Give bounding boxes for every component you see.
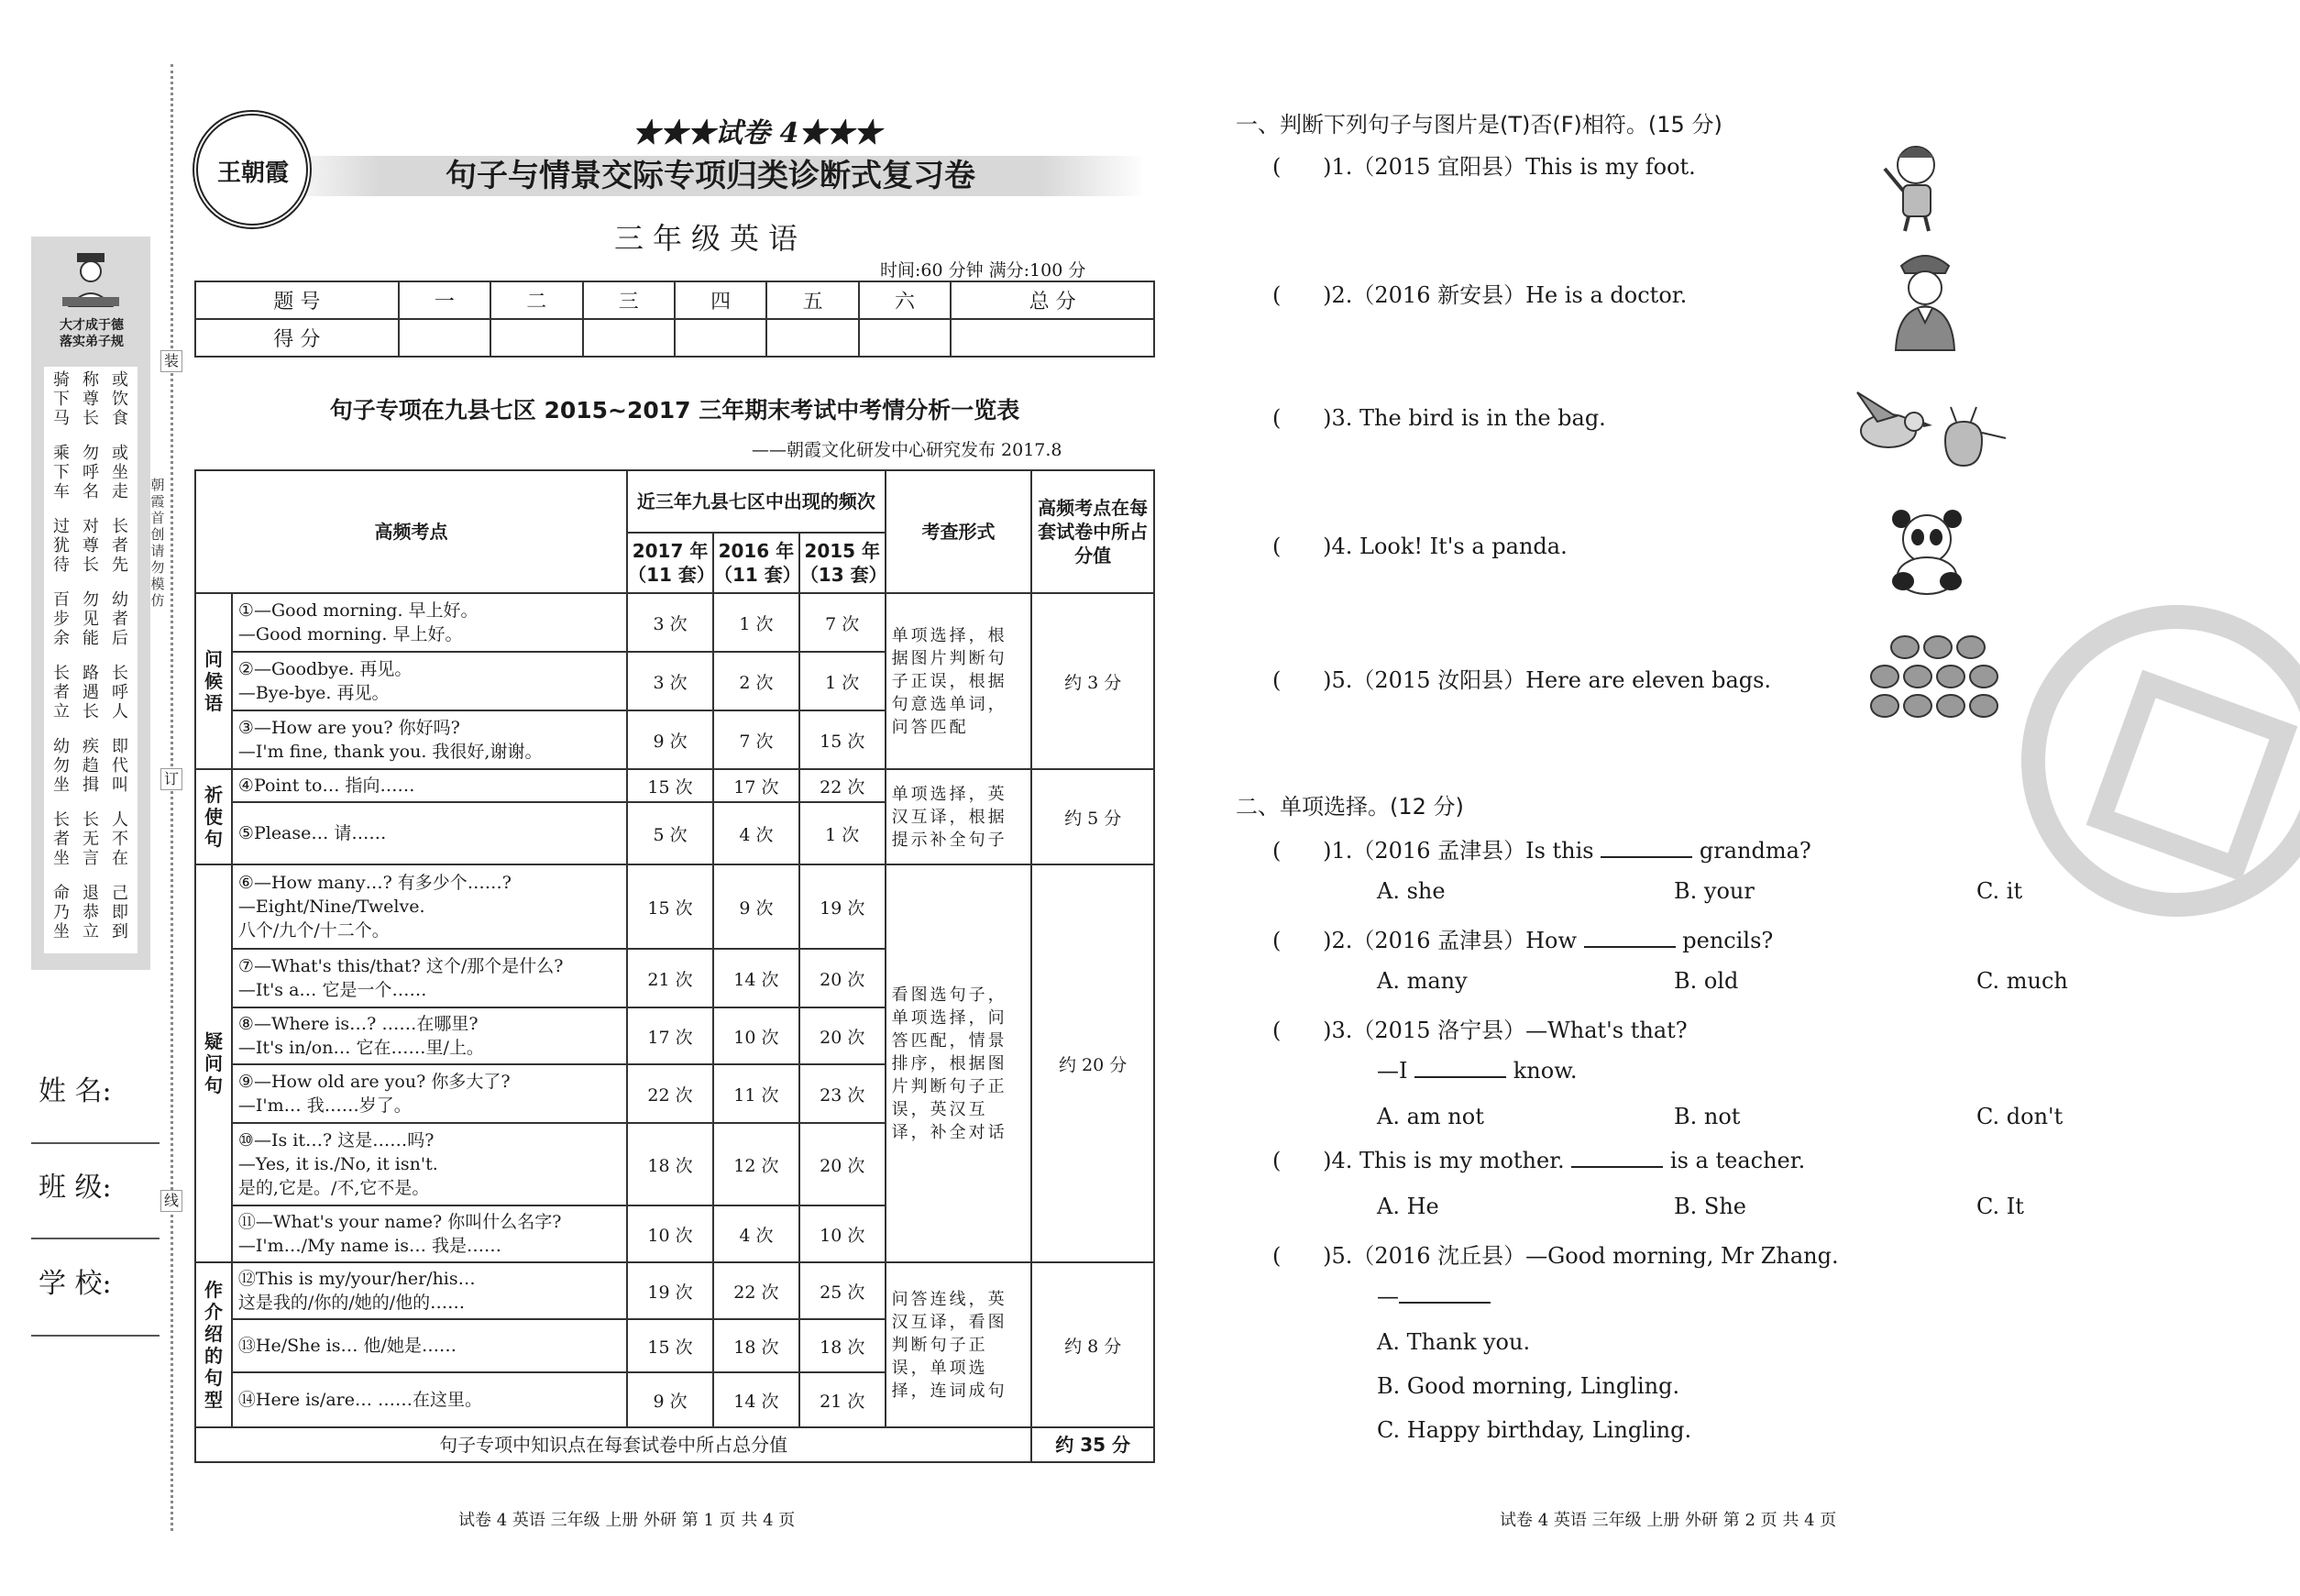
creed-phrase: 长呼人	[112, 664, 128, 721]
count-c2016: 22 次	[713, 1262, 799, 1319]
point-text: ⑪—What's your name? 你叫什么名字? —I'm…/My name is… 我是……	[232, 1205, 627, 1262]
point-text: ①—Good morning. 早上好。 —Good morning. 早上好。	[232, 593, 627, 652]
bag-item	[1904, 695, 1931, 717]
score-cell: 四	[675, 281, 766, 319]
section1-q3[interactable]: ( )3. The bird is in the bag.	[1272, 405, 1606, 431]
count-c2017: 15 次	[627, 864, 713, 949]
creed-phrase: 过犹待	[53, 517, 70, 575]
creed-phrase: 勿见能	[83, 590, 99, 648]
creed-phrase: 幼勿坐	[53, 737, 70, 795]
point-text: ②—Goodbye. 再见。 —Bye-bye. 再见。	[232, 652, 627, 710]
count-c2017: 9 次	[627, 710, 713, 769]
count-c2017: 17 次	[627, 1007, 713, 1064]
police-officer-icon	[1888, 246, 1962, 352]
analysis-table	[194, 469, 1155, 1463]
count-c2015: 25 次	[799, 1262, 886, 1319]
bag-item	[1970, 695, 1997, 717]
count-c2015: 7 次	[799, 593, 886, 652]
score-input[interactable]	[399, 319, 490, 357]
bag-item	[1970, 666, 1997, 688]
section2-q5[interactable]: ( )5.（2016 沈丘县）—Good morning, Mr Zhang.	[1272, 1243, 1839, 1269]
exam-form: 看图选句子，单项选择，问答匹配，情景排序，根据图片判断句子正误，英汉互译，补全对话	[886, 864, 1032, 1262]
header-2017: 2017 年（11 套）	[627, 533, 713, 593]
option[interactable]: B. She	[1674, 1194, 1746, 1219]
point-text: ⑤Please… 请……	[232, 802, 627, 864]
count-c2015: 23 次	[799, 1064, 886, 1123]
analysis-row	[195, 593, 1154, 652]
section2-q3[interactable]: ( )3.（2015 洛宁县）—What's that?	[1272, 1018, 1688, 1043]
creed-phrase: 勿呼名	[83, 444, 99, 501]
section1-q5[interactable]: ( )5.（2015 汝阳县）Here are eleven bags.	[1272, 667, 1772, 693]
analysis-row	[195, 1262, 1154, 1319]
section2-q4[interactable]: ( )4. This is my mother. is a teacher.	[1272, 1148, 1806, 1173]
creed-phrase: 乘下车	[53, 444, 70, 501]
bag-item	[1924, 636, 1952, 658]
score-label: 得 分	[195, 319, 399, 357]
bag-item	[1871, 695, 1898, 717]
score-cell: 总 分	[951, 281, 1154, 319]
time-info: 时间:60 分钟 满分:100 分	[880, 260, 1086, 281]
creed-phrase: 疾趋揖	[83, 737, 99, 795]
score-cell: 二	[490, 281, 582, 319]
fold-label: 订	[160, 768, 182, 790]
creed-phrase: 对尊长	[83, 517, 99, 575]
count-c2017: 3 次	[627, 652, 713, 710]
watermark-seal-icon	[2021, 605, 2300, 917]
section2-title: 二、单项选择。(12 分)	[1236, 794, 1464, 820]
answer-blank[interactable]	[1399, 1283, 1491, 1304]
exam-form: 单项选择，英汉互译，根据提示补全句子	[886, 769, 1032, 864]
creed-phrase: 长者坐	[53, 810, 70, 868]
count-c2017: 15 次	[627, 769, 713, 802]
bird-and-bag-icon	[1844, 385, 2009, 469]
header-freq: 近三年九县七区中出现的频次	[627, 470, 886, 533]
count-c2016: 4 次	[713, 802, 799, 864]
count-c2017: 10 次	[627, 1205, 713, 1262]
count-c2017: 15 次	[627, 1319, 713, 1372]
header-2016: 2016 年（11 套）	[713, 533, 799, 593]
score-cell: 六	[859, 281, 951, 319]
count-c2017: 3 次	[627, 593, 713, 652]
count-c2017: 5 次	[627, 802, 713, 864]
bag-item	[1891, 636, 1919, 658]
analysis-title: 句子专项在九县七区 2015~2017 三年期末考试中考情分析一览表	[329, 397, 1020, 424]
score-value: 约 3 分	[1031, 593, 1154, 769]
section1-q4[interactable]: ( )4. Look! It's a panda.	[1272, 534, 1568, 559]
count-c2015: 20 次	[799, 1007, 886, 1064]
creed-phrase: 百步余	[53, 590, 70, 648]
count-c2015: 21 次	[799, 1372, 886, 1427]
option[interactable]: B. Good morning, Lingling.	[1377, 1373, 1680, 1399]
point-text: ⑩—Is it…? 这是……吗? —Yes, it is./No, it isn't. 是的,它是。/不,它不是。	[232, 1123, 627, 1205]
creed-phrase: 路遇长	[83, 664, 99, 721]
creed-phrase: 骑下马	[53, 370, 70, 428]
header-2015: 2015 年（13 套）	[799, 533, 886, 593]
school-line[interactable]	[31, 1335, 160, 1337]
option[interactable]: A. she	[1377, 878, 1446, 904]
main-title: 句子与情景交际专项归类诊断式复习卷	[446, 158, 975, 194]
footer-left: 试卷 4 英语 三年级 上册 外研 第 1 页 共 4 页	[458, 1511, 796, 1530]
count-c2015: 20 次	[799, 949, 886, 1007]
point-text: ⑧—Where is…? ……在哪里? —It's in/on… 它在……里/上。	[232, 1007, 627, 1064]
category-label: 作介绍的句型	[195, 1262, 232, 1427]
score-input[interactable]	[951, 319, 1154, 357]
creed-phrase: 称尊长	[83, 370, 99, 428]
count-c2017: 9 次	[627, 1372, 713, 1427]
score-input[interactable]	[766, 319, 858, 357]
count-c2016: 1 次	[713, 593, 799, 652]
point-text: ⑥—How many…? 有多少个……? —Eight/Nine/Twelve. 八个/九个/十二个。	[232, 864, 627, 949]
bag-item	[1937, 695, 1964, 717]
creed-phrase: 即代叫	[112, 737, 128, 795]
option[interactable]: C. much	[1976, 968, 2068, 994]
creed-title: 大才成于德 落实弟子规	[60, 318, 124, 349]
option[interactable]: C. Happy birthday, Lingling.	[1377, 1417, 1692, 1443]
exam-form: 问答连线，英汉互译，看图判断句子正误，单项选择，连词成句	[886, 1262, 1032, 1427]
fold-line	[171, 64, 173, 1531]
section1-q2[interactable]: ( )2.（2016 新安县）He is a doctor.	[1272, 282, 1688, 308]
point-text: ⑫This is my/your/her/his… 这是我的/你的/她的/他的……	[232, 1262, 627, 1319]
score-input[interactable]	[859, 319, 951, 357]
header-value: 高频考点在每套试卷中所占分值	[1031, 470, 1154, 593]
scholar-icon	[57, 249, 125, 314]
score-input[interactable]	[675, 319, 766, 357]
creed-phrase: 或饮食	[112, 370, 128, 428]
count-c2016: 11 次	[713, 1064, 799, 1123]
bag-item	[1904, 666, 1931, 688]
score-cell: 题 号	[195, 281, 399, 319]
count-c2015: 1 次	[799, 802, 886, 864]
option[interactable]: A. am not	[1377, 1104, 1484, 1129]
name-label: 姓 名:	[39, 1075, 112, 1107]
answer-blank[interactable]	[1584, 928, 1676, 948]
count-c2016: 14 次	[713, 949, 799, 1007]
count-c2017: 22 次	[627, 1064, 713, 1123]
score-cell: 五	[766, 281, 858, 319]
point-text: ⑨—How old are you? 你多大了? —I'm… 我……岁了。	[232, 1064, 627, 1123]
point-text: ⑭Here is/are… ……在这里。	[232, 1372, 627, 1427]
analysis-source: ——朝霞文化研发中心研究发布 2017.8	[752, 440, 1062, 460]
section2-q2[interactable]: ( )2.（2016 孟津县）How pencils?	[1272, 928, 1774, 953]
logo-text: 王朝霞	[216, 160, 289, 187]
count-c2016: 9 次	[713, 864, 799, 949]
option[interactable]: C. it	[1976, 878, 2023, 904]
footer-right: 试卷 4 英语 三年级 上册 外研 第 2 页 共 4 页	[1500, 1511, 1837, 1530]
creed-phrase: 或坐走	[112, 444, 128, 501]
count-c2017: 18 次	[627, 1123, 713, 1205]
bag-item	[1937, 666, 1964, 688]
paper-number: ★★★试卷 4★★★	[633, 117, 882, 149]
section1-title: 一、判断下列句子与图片是(T)否(F)相符。(15 分)	[1236, 112, 1722, 138]
creed-phrase: 长无言	[83, 810, 99, 868]
section2-q1[interactable]: ( )1.（2016 孟津县）Is this grandma?	[1272, 838, 1811, 864]
score-value-row	[195, 319, 1154, 357]
boy-waving-icon	[1877, 138, 1951, 233]
school-label: 学 校:	[39, 1268, 112, 1300]
category-label: 问候语	[195, 593, 232, 769]
answer-blank[interactable]	[1414, 1058, 1506, 1078]
count-c2016: 17 次	[713, 769, 799, 802]
name-line[interactable]	[31, 1142, 160, 1144]
count-c2016: 10 次	[713, 1007, 799, 1064]
answer-blank[interactable]	[1601, 838, 1692, 858]
bags-group-icon	[1868, 633, 2006, 724]
creed-phrase: 命乃坐	[53, 884, 70, 941]
option[interactable]: C. don't	[1976, 1104, 2063, 1129]
option[interactable]: B. not	[1674, 1104, 1741, 1129]
score-value: 约 8 分	[1031, 1262, 1154, 1427]
creed-phrase: 长者立	[53, 664, 70, 721]
fold-label: 装	[160, 350, 182, 372]
count-c2017: 19 次	[627, 1262, 713, 1319]
class-line[interactable]	[31, 1238, 160, 1239]
score-cell: 三	[583, 281, 675, 319]
count-c2015: 19 次	[799, 864, 886, 949]
header-form: 考查形式	[886, 470, 1032, 593]
total-label: 句子专项中知识点在每套试卷中所占总分值	[195, 1427, 1031, 1462]
creed-phrase: 己即到	[112, 884, 128, 941]
option[interactable]: B. your	[1674, 878, 1755, 904]
exam-form: 单项选择，根据图片判断句子正误，根据句意选单词，问答匹配	[886, 593, 1032, 769]
creed-phrase: 长者先	[112, 517, 128, 575]
analysis-row	[195, 864, 1154, 949]
section1-q1[interactable]: ( )1.（2015 宜阳县）This is my foot.	[1272, 154, 1696, 180]
point-text: ③—How are you? 你好吗? —I'm fine, thank you. 我很好,谢谢。	[232, 710, 627, 769]
creed-phrase: 幼者后	[112, 590, 128, 648]
analysis-row	[195, 769, 1154, 802]
header-points: 高频考点	[195, 470, 627, 593]
panda-icon	[1883, 504, 1971, 596]
score-value: 约 5 分	[1031, 769, 1154, 864]
total-value: 约 35 分	[1031, 1427, 1154, 1462]
count-c2016: 2 次	[713, 652, 799, 710]
section2-q3-line2: —I know.	[1377, 1058, 1578, 1084]
bag-item	[1871, 666, 1898, 688]
count-c2016: 18 次	[713, 1319, 799, 1372]
count-c2015: 1 次	[799, 652, 886, 710]
score-value: 约 20 分	[1031, 864, 1154, 1262]
point-text: ⑬He/She is… 他/她是……	[232, 1319, 627, 1372]
class-label: 班 级:	[39, 1172, 112, 1204]
score-input[interactable]	[583, 319, 675, 357]
count-c2016: 12 次	[713, 1123, 799, 1205]
score-header-row	[195, 281, 1154, 319]
count-c2015: 20 次	[799, 1123, 886, 1205]
count-c2016: 14 次	[713, 1372, 799, 1427]
score-table	[194, 281, 1155, 358]
fold-label: 线	[160, 1190, 182, 1212]
count-c2015: 15 次	[799, 710, 886, 769]
bag-item	[1957, 636, 1985, 658]
option[interactable]: A. many	[1377, 968, 1468, 994]
option[interactable]: A. Thank you.	[1377, 1329, 1531, 1355]
point-text: ④Point to… 指向……	[232, 769, 627, 802]
option[interactable]: B. old	[1674, 968, 1739, 994]
count-c2017: 21 次	[627, 949, 713, 1007]
copyright-note: 朝霞首创 请勿模仿	[150, 477, 165, 609]
answer-blank[interactable]	[1571, 1148, 1663, 1168]
category-label: 疑问句	[195, 864, 232, 1262]
category-label: 祈使句	[195, 769, 232, 864]
section2-q5-line2: —	[1377, 1283, 1491, 1309]
score-input[interactable]	[490, 319, 582, 357]
option[interactable]: C. It	[1976, 1194, 2024, 1219]
grade-title: 三年级英语	[613, 221, 807, 256]
count-c2016: 4 次	[713, 1205, 799, 1262]
point-text: ⑦—What's this/that? 这个/那个是什么? —It's a… 它是一个……	[232, 949, 627, 1007]
count-c2015: 22 次	[799, 769, 886, 802]
count-c2015: 10 次	[799, 1205, 886, 1262]
count-c2016: 7 次	[713, 710, 799, 769]
count-c2015: 18 次	[799, 1319, 886, 1372]
creed-phrase: 退恭立	[83, 884, 99, 941]
score-cell: 一	[399, 281, 490, 319]
option[interactable]: A. He	[1377, 1194, 1439, 1219]
creed-phrase: 人不在	[112, 810, 128, 868]
